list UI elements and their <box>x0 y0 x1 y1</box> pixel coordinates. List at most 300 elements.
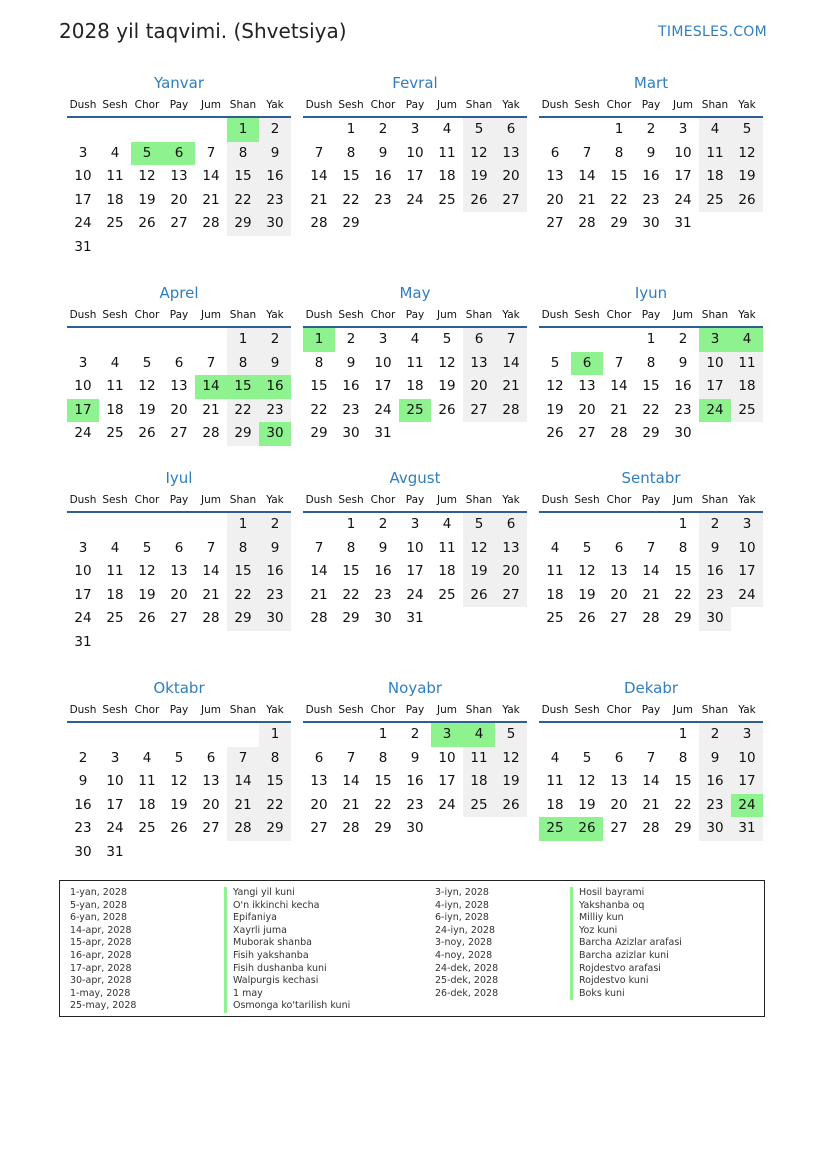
day-cell: 9 <box>699 747 731 771</box>
empty-cell <box>163 723 195 747</box>
day-cell: 26 <box>138 215 156 231</box>
day-cell: 21 <box>642 586 660 603</box>
day-cell: 6 <box>163 142 195 166</box>
day-cell: 5 <box>463 118 495 142</box>
day-cell: 27 <box>170 425 188 441</box>
empty-cell <box>303 118 335 142</box>
empty-cell <box>731 607 763 631</box>
weekday-header <box>303 489 527 513</box>
day-cell: 26 <box>546 425 564 441</box>
day-cell: 14 <box>227 770 259 794</box>
empty-cell <box>495 212 527 236</box>
day-cell: 20 <box>546 191 564 208</box>
day-cell: 18 <box>546 586 564 603</box>
day-cell: 13 <box>170 563 188 579</box>
day-cell: 8 <box>678 539 688 556</box>
holiday-date: 3-iyn, 2028 <box>435 887 489 898</box>
day-cell: 4 <box>110 144 120 161</box>
day-cell: 3 <box>410 516 420 532</box>
day-cell: 27 <box>170 610 188 626</box>
day-cell: 21 <box>578 191 596 208</box>
day-cell: 22 <box>374 796 392 813</box>
empty-cell <box>131 236 163 260</box>
day-cell: 28 <box>202 610 220 626</box>
weekday-label: Dush <box>305 309 333 321</box>
day-cell: 17 <box>106 796 124 813</box>
day-cell: 11 <box>699 142 731 166</box>
weekday-label: Shan <box>229 309 257 321</box>
day-cell: 29 <box>374 820 392 836</box>
day-cell: 10 <box>731 747 763 771</box>
day-cell: 29 <box>342 610 360 626</box>
day-cell: 2 <box>699 723 731 747</box>
day-cell: 15 <box>674 563 692 579</box>
weekday-header <box>67 94 291 118</box>
weekday-header <box>539 94 763 118</box>
month-iyul <box>67 467 291 654</box>
day-cell: 11 <box>546 773 564 789</box>
day-cell: 19 <box>170 796 188 813</box>
month-dekabr <box>539 677 763 841</box>
day-cell: 2 <box>646 121 656 137</box>
week-row <box>539 352 763 376</box>
day-cell: 3 <box>731 513 763 537</box>
week-row <box>539 817 763 841</box>
weekday-label: Shan <box>701 309 729 321</box>
day-cell: 20 <box>610 586 628 603</box>
weekday-label: Pay <box>641 494 661 506</box>
week-row <box>539 375 763 399</box>
holiday-name: Rojdestvo kuni <box>570 975 682 988</box>
weekday-label: Dush <box>541 309 569 321</box>
day-cell: 17 <box>74 586 92 603</box>
day-cell: 5 <box>174 749 184 766</box>
month-name: Oktabr <box>153 679 205 697</box>
day-cell: 6 <box>206 749 216 766</box>
empty-cell <box>731 212 763 236</box>
weekday-label: Chor <box>134 704 160 716</box>
weekday-label: Chor <box>606 309 632 321</box>
day-cell: 5 <box>442 331 452 347</box>
day-cell: 5 <box>550 354 560 371</box>
day-cell: 7 <box>646 539 656 556</box>
weekday-header <box>67 304 291 328</box>
holiday-name: Yoz kuni <box>570 925 682 938</box>
day-cell: 14 <box>342 773 360 789</box>
day-cell: 3 <box>431 723 463 747</box>
day-cell: 6 <box>614 539 624 556</box>
week-row <box>67 142 291 166</box>
month-fevral <box>303 72 527 236</box>
day-cell: 28 <box>202 215 220 231</box>
empty-cell <box>163 328 195 352</box>
week-row <box>67 352 291 376</box>
day-cell: 29 <box>642 425 660 441</box>
week-row <box>67 165 291 189</box>
weekday-label: Pay <box>641 704 661 716</box>
day-cell: 24 <box>406 191 424 208</box>
weekday-label: Dush <box>305 99 333 111</box>
day-cell: 23 <box>642 191 660 208</box>
day-cell: 20 <box>610 796 628 813</box>
day-cell: 18 <box>406 378 424 394</box>
day-cell: 13 <box>310 773 328 789</box>
day-cell: 10 <box>74 168 92 184</box>
day-cell: 23 <box>259 189 291 213</box>
day-cell: 13 <box>578 378 596 394</box>
week-row <box>67 560 291 584</box>
empty-cell <box>635 513 667 537</box>
day-cell: 11 <box>106 168 124 184</box>
day-cell: 12 <box>463 142 495 166</box>
week-row <box>539 723 763 747</box>
day-cell: 20 <box>495 560 527 584</box>
day-cell: 13 <box>495 537 527 561</box>
day-cell: 22 <box>642 401 660 418</box>
day-cell: 17 <box>438 773 456 789</box>
day-cell: 1 <box>678 726 688 742</box>
day-cell: 1 <box>259 723 291 747</box>
day-cell: 23 <box>374 191 392 208</box>
day-cell: 7 <box>346 749 356 766</box>
weekday-label: Yak <box>738 704 756 716</box>
holiday-name: Muborak shanba <box>224 937 350 950</box>
day-cell: 16 <box>342 378 360 394</box>
day-cell: 28 <box>310 610 328 626</box>
day-cell: 1 <box>303 328 335 352</box>
day-cell: 5 <box>731 118 763 142</box>
holidays-legend <box>59 880 765 1017</box>
weekday-label: Jum <box>201 309 221 321</box>
day-cell: 29 <box>227 607 259 631</box>
weekday-header <box>67 699 291 723</box>
day-cell: 26 <box>495 794 527 818</box>
week-row <box>303 118 527 142</box>
day-cell: 15 <box>227 375 259 399</box>
day-cell: 6 <box>614 749 624 766</box>
month-sentabr <box>539 467 763 631</box>
day-cell: 10 <box>406 539 424 556</box>
day-cell: 28 <box>310 215 328 231</box>
empty-cell <box>99 118 131 142</box>
day-cell: 26 <box>571 817 603 841</box>
month-name: May <box>399 284 431 302</box>
weekday-label: Shan <box>229 99 257 111</box>
day-cell: 25 <box>539 817 571 841</box>
day-cell: 23 <box>74 820 92 836</box>
day-cell: 25 <box>438 191 456 208</box>
week-row <box>303 817 527 841</box>
day-cell: 1 <box>346 516 356 532</box>
day-cell: 3 <box>678 121 688 137</box>
weekday-label: Sesh <box>102 309 128 321</box>
day-cell: 17 <box>67 399 99 423</box>
empty-cell <box>163 631 195 655</box>
weekday-label: Chor <box>606 704 632 716</box>
day-cell: 19 <box>438 378 456 394</box>
day-cell: 14 <box>642 563 660 579</box>
day-cell: 10 <box>74 378 92 394</box>
day-cell: 9 <box>259 537 291 561</box>
day-cell: 22 <box>342 191 360 208</box>
week-row <box>539 118 763 142</box>
day-cell: 30 <box>699 817 731 841</box>
day-cell: 20 <box>170 401 188 418</box>
day-cell: 19 <box>463 165 495 189</box>
day-cell: 6 <box>495 513 527 537</box>
day-cell: 10 <box>731 537 763 561</box>
day-cell: 7 <box>614 354 624 371</box>
day-cell: 7 <box>206 354 216 371</box>
weekday-label: Sesh <box>102 99 128 111</box>
day-cell: 27 <box>546 215 564 231</box>
day-cell: 2 <box>378 516 388 532</box>
holiday-date: 1-yan, 2028 <box>70 887 127 898</box>
empty-cell <box>367 212 399 236</box>
week-row <box>67 328 291 352</box>
day-cell: 9 <box>410 749 420 766</box>
weekday-label: Pay <box>641 309 661 321</box>
day-cell: 22 <box>227 399 259 423</box>
empty-cell <box>431 817 463 841</box>
empty-cell <box>699 422 731 446</box>
day-cell: 26 <box>170 820 188 836</box>
holiday-name: Fisih dushanba kuni <box>224 963 350 976</box>
month-name: Fevral <box>392 74 438 92</box>
day-cell: 13 <box>610 773 628 789</box>
day-cell: 29 <box>674 820 692 836</box>
day-cell: 8 <box>259 747 291 771</box>
week-row <box>539 747 763 771</box>
weekday-label: Pay <box>169 309 189 321</box>
day-cell: 1 <box>646 331 656 347</box>
empty-cell <box>259 236 291 260</box>
week-row <box>539 165 763 189</box>
empty-cell <box>195 723 227 747</box>
weekday-label: Jum <box>673 309 693 321</box>
weekday-label: Yak <box>738 494 756 506</box>
week-row <box>67 513 291 537</box>
weekday-label: Pay <box>405 704 425 716</box>
holiday-date: 30-apr, 2028 <box>70 975 132 987</box>
weekday-label: Sesh <box>338 494 364 506</box>
day-cell: 19 <box>578 796 596 813</box>
holiday-date: 4-iyn, 2028 <box>435 899 489 911</box>
day-cell: 4 <box>110 539 120 556</box>
day-cell: 18 <box>106 191 124 208</box>
month-name: Dekabr <box>623 679 679 697</box>
page-title: 2028 yil taqvimi. (Shvetsiya) <box>59 19 347 43</box>
day-cell: 10 <box>438 749 456 766</box>
day-cell: 18 <box>138 796 156 813</box>
empty-cell <box>131 328 163 352</box>
day-cell: 26 <box>578 610 596 626</box>
week-row <box>67 422 291 446</box>
weekday-label: Sesh <box>574 704 600 716</box>
empty-cell <box>227 841 259 865</box>
day-cell: 21 <box>642 796 660 813</box>
day-cell: 31 <box>406 610 424 626</box>
empty-cell <box>399 422 431 446</box>
day-cell: 8 <box>614 144 624 161</box>
weekday-label: Chor <box>134 494 160 506</box>
day-cell: 4 <box>142 749 152 766</box>
day-cell: 11 <box>731 352 763 376</box>
holiday-date: 25-dek, 2028 <box>435 975 499 987</box>
day-cell: 5 <box>131 142 163 166</box>
day-cell: 18 <box>731 375 763 399</box>
day-cell: 23 <box>674 401 692 418</box>
day-cell: 18 <box>699 165 731 189</box>
weekday-label: Pay <box>169 494 189 506</box>
day-cell: 19 <box>495 770 527 794</box>
day-cell: 10 <box>699 352 731 376</box>
day-cell: 22 <box>674 586 692 603</box>
empty-cell <box>463 607 495 631</box>
weekday-label: Dush <box>305 704 333 716</box>
day-cell: 12 <box>495 747 527 771</box>
week-row <box>67 817 291 841</box>
week-row <box>539 142 763 166</box>
weekday-label: Pay <box>641 99 661 111</box>
weekday-label: Yak <box>266 309 284 321</box>
day-cell: 2 <box>259 118 291 142</box>
day-cell: 17 <box>674 168 692 184</box>
day-cell: 18 <box>546 796 564 813</box>
day-cell: 22 <box>259 794 291 818</box>
day-cell: 9 <box>378 144 388 161</box>
holiday-name: Milliy kun <box>570 912 682 925</box>
site-link[interactable]: TIMESLES.COM <box>658 24 767 40</box>
day-cell: 3 <box>378 331 388 347</box>
day-cell: 31 <box>674 215 692 231</box>
empty-cell <box>195 236 227 260</box>
day-cell: 8 <box>378 749 388 766</box>
day-cell: 9 <box>259 352 291 376</box>
day-cell: 28 <box>578 215 596 231</box>
weekday-label: Chor <box>606 494 632 506</box>
day-cell: 29 <box>227 422 259 446</box>
empty-cell <box>731 422 763 446</box>
week-row <box>67 189 291 213</box>
week-row <box>539 399 763 423</box>
day-cell: 31 <box>74 238 92 255</box>
week-row <box>67 631 291 655</box>
day-cell: 12 <box>138 563 156 579</box>
weekday-label: Shan <box>465 704 493 716</box>
day-cell: 16 <box>259 375 291 399</box>
empty-cell <box>431 212 463 236</box>
empty-cell <box>495 817 527 841</box>
day-cell: 11 <box>546 563 564 579</box>
day-cell: 23 <box>259 584 291 608</box>
day-cell: 2 <box>699 513 731 537</box>
day-cell: 28 <box>202 425 220 441</box>
day-cell: 29 <box>610 215 628 231</box>
empty-cell <box>99 513 131 537</box>
day-cell: 8 <box>646 354 656 371</box>
day-cell: 14 <box>642 773 660 789</box>
empty-cell <box>195 631 227 655</box>
day-cell: 23 <box>374 586 392 603</box>
day-cell: 26 <box>138 610 156 626</box>
weekday-label: Chor <box>134 99 160 111</box>
weekday-label: Yak <box>502 99 520 111</box>
weekday-label: Pay <box>169 99 189 111</box>
empty-cell <box>99 723 131 747</box>
day-cell: 7 <box>495 328 527 352</box>
day-cell: 14 <box>578 168 596 184</box>
holiday-date: 3-noy, 2028 <box>435 937 493 949</box>
week-row <box>303 352 527 376</box>
holiday-name: Rojdestvo arafasi <box>570 963 682 976</box>
month-name: Sentabr <box>621 469 681 487</box>
day-cell: 21 <box>310 191 328 208</box>
day-cell: 13 <box>463 352 495 376</box>
day-cell: 4 <box>410 331 420 347</box>
empty-cell <box>131 118 163 142</box>
day-cell: 25 <box>106 215 124 231</box>
day-cell: 17 <box>374 378 392 394</box>
weekday-header <box>303 699 527 723</box>
day-cell: 8 <box>314 354 324 371</box>
day-cell: 8 <box>678 749 688 766</box>
month-avgust <box>303 467 527 631</box>
day-cell: 3 <box>78 354 88 371</box>
week-row <box>303 560 527 584</box>
weekday-label: Shan <box>465 494 493 506</box>
day-cell: 25 <box>106 610 124 626</box>
day-cell: 30 <box>74 843 92 860</box>
empty-cell <box>163 513 195 537</box>
weekday-label: Chor <box>370 704 396 716</box>
day-cell: 27 <box>495 584 527 608</box>
holiday-name: Hosil bayrami <box>570 887 682 900</box>
day-cell: 13 <box>170 168 188 184</box>
day-cell: 8 <box>227 352 259 376</box>
weekday-label: Chor <box>370 309 396 321</box>
day-cell: 3 <box>110 749 120 766</box>
day-cell: 29 <box>227 212 259 236</box>
weekday-header <box>303 94 527 118</box>
day-cell: 15 <box>342 563 360 579</box>
day-cell: 7 <box>314 144 324 161</box>
day-cell: 5 <box>142 354 152 371</box>
month-name: Noyabr <box>387 679 443 697</box>
day-cell: 4 <box>463 723 495 747</box>
weekday-header <box>67 489 291 513</box>
day-cell: 11 <box>438 539 456 556</box>
day-cell: 10 <box>74 563 92 579</box>
holiday-name: O'n ikkinchi kecha <box>224 900 350 913</box>
day-cell: 27 <box>310 820 328 836</box>
day-cell: 30 <box>259 212 291 236</box>
month-name: Iyul <box>165 469 193 487</box>
day-cell: 30 <box>699 607 731 631</box>
week-row <box>539 212 763 236</box>
day-cell: 22 <box>342 586 360 603</box>
holiday-date: 17-apr, 2028 <box>70 962 132 974</box>
week-row <box>67 399 291 423</box>
day-cell: 16 <box>674 378 692 394</box>
empty-cell <box>463 817 495 841</box>
day-cell: 10 <box>674 144 692 161</box>
week-row <box>303 399 527 423</box>
empty-cell <box>67 118 99 142</box>
day-cell: 3 <box>699 328 731 352</box>
day-cell: 23 <box>406 796 424 813</box>
empty-cell <box>431 607 463 631</box>
